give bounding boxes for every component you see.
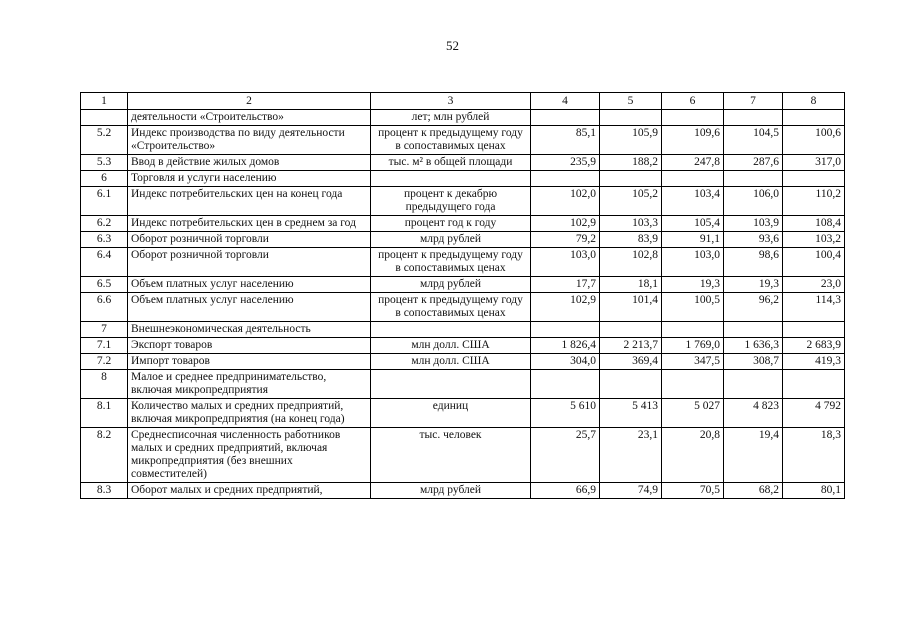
unit-cell: млн долл. США xyxy=(371,354,531,370)
row-number-cell: 8.3 xyxy=(81,483,128,499)
value-cell: 308,7 xyxy=(724,354,783,370)
unit-cell: млрд рублей xyxy=(371,232,531,248)
value-cell: 188,2 xyxy=(600,155,662,171)
value-cell: 23,0 xyxy=(783,277,845,293)
value-cell: 5 027 xyxy=(662,399,724,428)
value-cell: 103,0 xyxy=(531,248,600,277)
value-cell xyxy=(662,171,724,187)
row-number-cell: 6.1 xyxy=(81,187,128,216)
table-row xyxy=(81,232,845,248)
value-cell: 103,2 xyxy=(783,232,845,248)
value-cell: 74,9 xyxy=(600,483,662,499)
table-row xyxy=(81,155,845,171)
value-cell xyxy=(783,322,845,338)
value-cell: 347,5 xyxy=(662,354,724,370)
value-cell: 93,6 xyxy=(724,232,783,248)
table-row xyxy=(81,110,845,126)
row-number-cell: 5.2 xyxy=(81,126,128,155)
table-row xyxy=(81,126,845,155)
row-number-cell: 7.2 xyxy=(81,354,128,370)
value-cell xyxy=(600,171,662,187)
row-number-cell: 6.2 xyxy=(81,216,128,232)
value-cell: 102,9 xyxy=(531,216,600,232)
table-row xyxy=(81,322,845,338)
value-cell: 317,0 xyxy=(783,155,845,171)
statistics-table xyxy=(80,92,845,499)
value-cell xyxy=(600,110,662,126)
value-cell: 103,0 xyxy=(662,248,724,277)
value-cell: 1 826,4 xyxy=(531,338,600,354)
table-row xyxy=(81,216,845,232)
indicator-name-cell: Объем платных услуг населению xyxy=(128,277,371,293)
indicator-name-cell: Индекс потребительских цен на конец года xyxy=(128,187,371,216)
indicator-name-cell: Оборот розничной торговли xyxy=(128,232,371,248)
value-cell: 369,4 xyxy=(600,354,662,370)
value-cell: 17,7 xyxy=(531,277,600,293)
unit-cell xyxy=(371,322,531,338)
indicator-name-cell: Экспорт товаров xyxy=(128,338,371,354)
value-cell: 96,2 xyxy=(724,293,783,322)
value-cell: 4 823 xyxy=(724,399,783,428)
indicator-name-cell: деятельности «Строительство» xyxy=(128,110,371,126)
value-cell: 19,3 xyxy=(724,277,783,293)
value-cell xyxy=(783,110,845,126)
value-cell: 4 792 xyxy=(783,399,845,428)
table-row xyxy=(81,248,845,277)
page-number: 52 xyxy=(446,38,459,53)
value-cell xyxy=(724,370,783,399)
row-number-cell: 8.1 xyxy=(81,399,128,428)
unit-cell: процент к предыдущему году в сопоставимых ценах xyxy=(371,126,531,155)
value-cell: 85,1 xyxy=(531,126,600,155)
header-cell: 7 xyxy=(724,93,783,110)
value-cell: 66,9 xyxy=(531,483,600,499)
value-cell: 18,1 xyxy=(600,277,662,293)
table-row xyxy=(81,171,845,187)
indicator-name-cell: Оборот малых и средних предприятий, xyxy=(128,483,371,499)
value-cell xyxy=(783,171,845,187)
value-cell: 105,4 xyxy=(662,216,724,232)
indicator-name-cell: Ввод в действие жилых домов xyxy=(128,155,371,171)
value-cell: 102,9 xyxy=(531,293,600,322)
table-row xyxy=(81,483,845,499)
value-cell xyxy=(600,322,662,338)
row-number-cell xyxy=(81,110,128,126)
indicator-name-cell: Оборот розничной торговли xyxy=(128,248,371,277)
value-cell xyxy=(531,110,600,126)
value-cell: 247,8 xyxy=(662,155,724,171)
table-row xyxy=(81,277,845,293)
value-cell xyxy=(662,370,724,399)
indicator-name-cell: Среднесписочная численность работников малых и средних предприятий, включая микропредприятия (без внешних совместителей) xyxy=(128,428,371,483)
value-cell: 68,2 xyxy=(724,483,783,499)
value-cell xyxy=(531,322,600,338)
unit-cell: процент год к году xyxy=(371,216,531,232)
value-cell: 100,6 xyxy=(783,126,845,155)
unit-cell xyxy=(371,171,531,187)
header-cell: 6 xyxy=(662,93,724,110)
indicator-name-cell: Внешнеэкономическая деятельность xyxy=(128,322,371,338)
value-cell: 80,1 xyxy=(783,483,845,499)
table-row xyxy=(81,187,845,216)
table-row xyxy=(81,354,845,370)
value-cell: 98,6 xyxy=(724,248,783,277)
table-row xyxy=(81,293,845,322)
value-cell: 419,3 xyxy=(783,354,845,370)
value-cell: 103,9 xyxy=(724,216,783,232)
indicator-name-cell: Объем платных услуг населению xyxy=(128,293,371,322)
value-cell: 287,6 xyxy=(724,155,783,171)
value-cell: 1 769,0 xyxy=(662,338,724,354)
unit-cell: тыс. человек xyxy=(371,428,531,483)
header-cell: 1 xyxy=(81,93,128,110)
value-cell: 100,4 xyxy=(783,248,845,277)
header-cell: 8 xyxy=(783,93,845,110)
unit-cell: процент к предыдущему году в сопоставимых ценах xyxy=(371,248,531,277)
value-cell: 105,2 xyxy=(600,187,662,216)
value-cell: 100,5 xyxy=(662,293,724,322)
row-number-cell: 6.4 xyxy=(81,248,128,277)
unit-cell: млрд рублей xyxy=(371,277,531,293)
unit-cell: млрд рублей xyxy=(371,483,531,499)
value-cell: 2 683,9 xyxy=(783,338,845,354)
value-cell: 103,3 xyxy=(600,216,662,232)
value-cell: 5 413 xyxy=(600,399,662,428)
value-cell: 108,4 xyxy=(783,216,845,232)
indicator-name-cell: Малое и среднее предпринимательство, включая микропредприятия xyxy=(128,370,371,399)
row-number-cell: 7.1 xyxy=(81,338,128,354)
indicator-name-cell: Импорт товаров xyxy=(128,354,371,370)
value-cell: 91,1 xyxy=(662,232,724,248)
value-cell: 70,5 xyxy=(662,483,724,499)
indicator-name-cell: Торговля и услуги населению xyxy=(128,171,371,187)
header-cell: 3 xyxy=(371,93,531,110)
value-cell: 20,8 xyxy=(662,428,724,483)
value-cell: 5 610 xyxy=(531,399,600,428)
header-cell: 4 xyxy=(531,93,600,110)
value-cell xyxy=(724,322,783,338)
value-cell xyxy=(724,171,783,187)
unit-cell: процент к декабрю предыдущего года xyxy=(371,187,531,216)
value-cell: 114,3 xyxy=(783,293,845,322)
value-cell: 102,0 xyxy=(531,187,600,216)
row-number-cell: 6.3 xyxy=(81,232,128,248)
row-number-cell: 6.6 xyxy=(81,293,128,322)
value-cell xyxy=(783,370,845,399)
table-row xyxy=(81,399,845,428)
row-number-cell: 8 xyxy=(81,370,128,399)
value-cell: 304,0 xyxy=(531,354,600,370)
value-cell xyxy=(600,370,662,399)
value-cell: 105,9 xyxy=(600,126,662,155)
value-cell: 79,2 xyxy=(531,232,600,248)
value-cell: 235,9 xyxy=(531,155,600,171)
value-cell: 2 213,7 xyxy=(600,338,662,354)
value-cell: 23,1 xyxy=(600,428,662,483)
row-number-cell: 5.3 xyxy=(81,155,128,171)
value-cell: 109,6 xyxy=(662,126,724,155)
value-cell: 83,9 xyxy=(600,232,662,248)
table-row xyxy=(81,338,845,354)
unit-cell: тыс. м² в общей площади xyxy=(371,155,531,171)
value-cell xyxy=(662,110,724,126)
indicator-name-cell: Индекс производства по виду деятельности «Строительство» xyxy=(128,126,371,155)
row-number-cell: 6.5 xyxy=(81,277,128,293)
value-cell: 102,8 xyxy=(600,248,662,277)
value-cell: 1 636,3 xyxy=(724,338,783,354)
value-cell: 19,4 xyxy=(724,428,783,483)
value-cell: 110,2 xyxy=(783,187,845,216)
table-header-row xyxy=(81,93,845,110)
value-cell xyxy=(662,322,724,338)
unit-cell: млн долл. США xyxy=(371,338,531,354)
unit-cell: лет; млн рублей xyxy=(371,110,531,126)
row-number-cell: 7 xyxy=(81,322,128,338)
value-cell xyxy=(531,171,600,187)
value-cell: 18,3 xyxy=(783,428,845,483)
value-cell: 101,4 xyxy=(600,293,662,322)
table-row xyxy=(81,370,845,399)
value-cell: 104,5 xyxy=(724,126,783,155)
indicator-name-cell: Количество малых и средних предприятий, включая микропредприятия (на конец года) xyxy=(128,399,371,428)
indicator-name-cell: Индекс потребительских цен в среднем за год xyxy=(128,216,371,232)
header-cell: 5 xyxy=(600,93,662,110)
table-row xyxy=(81,428,845,483)
unit-cell: процент к предыдущему году в сопоставимых ценах xyxy=(371,293,531,322)
value-cell: 25,7 xyxy=(531,428,600,483)
value-cell: 103,4 xyxy=(662,187,724,216)
value-cell: 19,3 xyxy=(662,277,724,293)
row-number-cell: 6 xyxy=(81,171,128,187)
table-body xyxy=(81,110,845,499)
value-cell xyxy=(724,110,783,126)
value-cell: 106,0 xyxy=(724,187,783,216)
unit-cell xyxy=(371,370,531,399)
unit-cell: единиц xyxy=(371,399,531,428)
header-cell: 2 xyxy=(128,93,371,110)
row-number-cell: 8.2 xyxy=(81,428,128,483)
value-cell xyxy=(531,370,600,399)
